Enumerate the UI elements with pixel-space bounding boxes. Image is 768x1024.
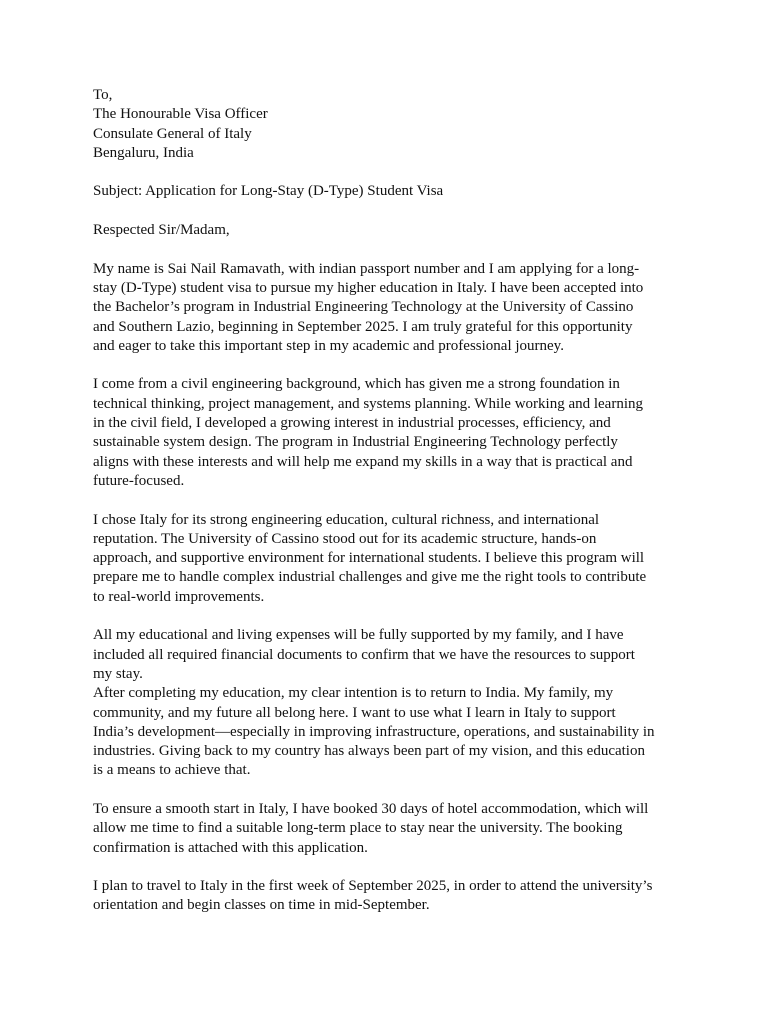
paragraph-line: I chose Italy for its strong engineering education, cultural richness, and international: [93, 511, 600, 528]
paragraph-line: All my educational and living expenses will be fully supported by my family, and I have: [93, 627, 624, 644]
body-paragraph: [93, 800, 678, 858]
paragraph-line: My name is Sai Nail Ramavath, with indian passport number and I am applying for a long-: [93, 260, 640, 277]
paragraph-line: included all required financial documents to confirm that we have the resources to support: [93, 646, 635, 663]
paragraph-line: future-focused.: [93, 472, 185, 489]
paragraph-line: India’s development—especially in improving infrastructure, operations, and sustainability in: [93, 723, 655, 740]
body-paragraph: [93, 511, 678, 607]
letter-body: [93, 260, 678, 916]
subject-line: Subject: Application for Long-Stay (D-Type) Student Visa: [93, 183, 444, 200]
body-paragraph: [93, 375, 678, 491]
recipient-address: [93, 86, 678, 163]
address-consulate: Consulate General of Italy: [93, 125, 252, 142]
body-paragraph: [93, 626, 678, 780]
salutation: Respected Sir/Madam,: [93, 222, 230, 239]
paragraph-line: sustainable system design. The program in Industrial Engineering Technology perfectly: [93, 434, 618, 451]
address-to: To,: [93, 87, 113, 103]
paragraph-line: industries. Giving back to my country has always been part of my vision, and this education: [93, 743, 645, 760]
letter-page: [93, 86, 678, 916]
paragraph-line: to real-world improvements.: [93, 588, 265, 605]
paragraph-line: aligns with these interests and will help me expand my skills in a way that is practical and: [93, 453, 633, 470]
body-paragraph: [93, 877, 678, 916]
paragraph-line: I come from a civil engineering background, which has given me a strong foundation in: [93, 376, 620, 393]
paragraph-line: community, and my future all belong here. I want to use what I learn in Italy to support: [93, 704, 616, 721]
paragraph-line: allow me time to find a suitable long-term place to stay near the university. The booking: [93, 820, 623, 837]
paragraph-line: my stay.: [93, 665, 143, 682]
paragraph-line: in the civil field, I developed a growing interest in industrial processes, efficiency, and: [93, 415, 611, 432]
paragraph-line: technical thinking, project management, and systems planning. While working and learning: [93, 395, 643, 412]
body-paragraph: [93, 260, 678, 356]
paragraph-line: prepare me to handle complex industrial challenges and give me the right tools to contribute: [93, 569, 647, 586]
paragraph-line: is a means to achieve that.: [93, 762, 251, 779]
paragraph-line: confirmation is attached with this application.: [93, 839, 368, 856]
paragraph-line: reputation. The University of Cassino stood out for its academic structure, hands-on: [93, 530, 597, 547]
paragraph-line: and eager to take this important step in my academic and professional journey.: [93, 337, 564, 354]
paragraph-line: the Bachelor’s program in Industrial Engineering Technology at the University of Cassino: [93, 299, 634, 316]
paragraph-line: After completing my education, my clear intention is to return to India. My family, my: [93, 685, 614, 702]
paragraph-line: orientation and begin classes on time in mid-September.: [93, 897, 430, 914]
address-city: Bengaluru, India: [93, 144, 194, 161]
paragraph-line: I plan to travel to Italy in the first week of September 2025, in order to attend the university’s: [93, 878, 653, 895]
paragraph-line: stay (D-Type) student visa to pursue my higher education in Italy. I have been accepted into: [93, 279, 644, 296]
paragraph-line: approach, and supportive environment for international students. I believe this program will: [93, 550, 645, 567]
paragraph-line: To ensure a smooth start in Italy, I have booked 30 days of hotel accommodation, which will: [93, 800, 649, 817]
address-officer: The Honourable Visa Officer: [93, 106, 268, 123]
paragraph-line: and Southern Lazio, beginning in September 2025. I am truly grateful for this opportunity: [93, 318, 633, 335]
